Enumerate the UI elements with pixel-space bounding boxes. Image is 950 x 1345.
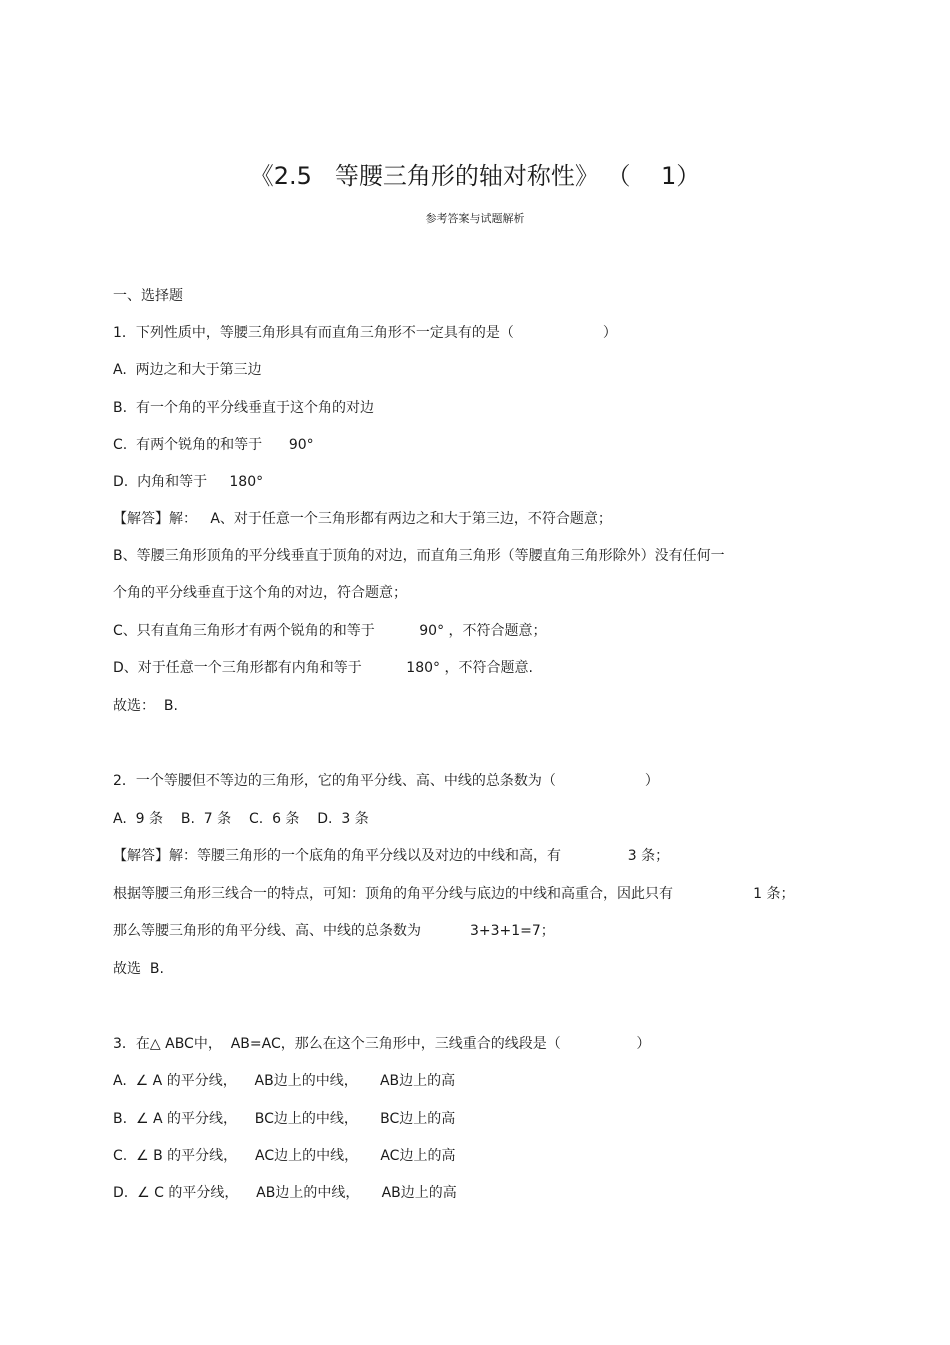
q1-solution-line: B、等腰三角形顶角的平分线垂直于顶角的对边，而直角三角形（等腰直角三角形除外）没有任何一 — [113, 548, 725, 564]
q1-solution-line: C、只有直角三角形才有两个锐角的和等于 90° ，不符合题意； — [113, 623, 547, 639]
q1-option-d: D. 内角和等于 180° — [113, 474, 264, 490]
q3-option-a: A. ∠ A 的平分线， AB边上的中线， AB边上的高 — [113, 1073, 456, 1089]
q1-solution-line: 【解答】解： A、对于任意一个三角形都有两边之和大于第三边，不符合题意； — [113, 511, 612, 527]
q3-option-c: C. ∠ B 的平分线， AC边上的中线， AC边上的高 — [113, 1148, 456, 1164]
q3-option-b: B. ∠ A 的平分线， BC边上的中线， BC边上的高 — [113, 1111, 456, 1127]
q1-solution-line: D、对于任意一个三角形都有内角和等于 180° ，不符合题意. — [113, 660, 533, 676]
q2-solution-line: 根据等腰三角形三线合一的特点，可知：顶角的角平分线与底边的中线和高重合，因此只有 1 条； — [113, 886, 795, 902]
document-title: 《2.5 等腰三角形的轴对称性》 （ 1） — [249, 162, 701, 190]
q2-solution-line: 【解答】解：等腰三角形的一个底角的角平分线以及对边的中线和高，有 3 条； — [113, 848, 670, 864]
document-subtitle: 参考答案与试题解析 — [425, 212, 525, 225]
q2-options: A. 9 条 B. 7 条 C. 6 条 D. 3 条 — [113, 811, 369, 827]
q2-solution-line: 那么等腰三角形的角平分线、高、中线的总条数为 3+3+1=7； — [113, 923, 555, 939]
q2-answer: 故选 B. — [113, 961, 164, 977]
q3-stem: 3．在△ ABC中， AB=AC，那么在这个三角形中，三线重合的线段是（ ） — [113, 1036, 651, 1052]
q2-stem: 2．一个等腰但不等边的三角形，它的角平分线、高、中线的总条数为（ ） — [113, 773, 659, 789]
q1-option-a: A. 两边之和大于第三边 — [113, 362, 262, 378]
section-heading: 一、选择题 — [113, 288, 183, 304]
q1-answer: 故选： B. — [113, 698, 178, 714]
q1-option-c: C. 有两个锐角的和等于 90° — [113, 437, 314, 453]
q1-solution-line: 个角的平分线垂直于这个角的对边，符合题意； — [113, 585, 407, 601]
q1-stem: 1．下列性质中，等腰三角形具有而直角三角形不一定具有的是（ ） — [113, 325, 617, 341]
q1-option-b: B. 有一个角的平分线垂直于这个角的对边 — [113, 400, 374, 416]
q3-option-d: D. ∠ C 的平分线， AB边上的中线， AB边上的高 — [113, 1185, 457, 1201]
